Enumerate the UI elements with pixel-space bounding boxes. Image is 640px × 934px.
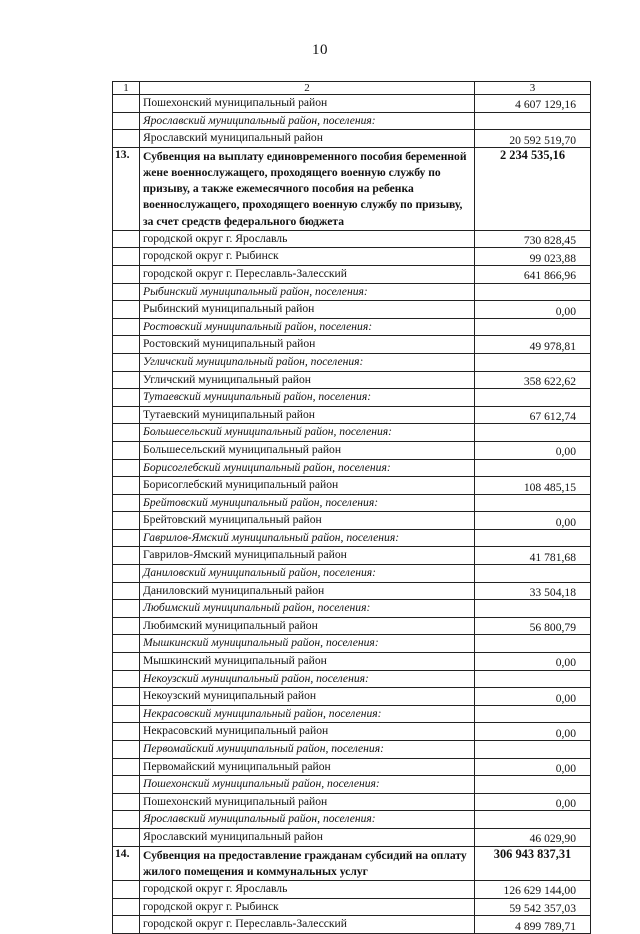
district-group-row: [113, 424, 591, 442]
table-row: [113, 793, 591, 811]
table-row: [113, 547, 591, 565]
row-number-cell: [113, 670, 140, 688]
recipient-name-cell: Любимский муниципальный район, поселения:: [140, 600, 475, 618]
row-number-cell: [113, 793, 140, 811]
budget-table: [112, 81, 591, 934]
district-group-row: [113, 529, 591, 547]
row-number-cell: [113, 653, 140, 671]
table-row: [113, 898, 591, 916]
amount-cell: [475, 600, 591, 618]
row-number-cell: [113, 424, 140, 442]
row-number-cell: [113, 776, 140, 794]
district-group-row: [113, 635, 591, 653]
table-row: [113, 723, 591, 741]
district-group-row: [113, 318, 591, 336]
amount-cell: [475, 353, 591, 371]
section-14-number: 14.: [113, 846, 140, 880]
row-number-cell: [113, 265, 140, 283]
recipient-name-cell: Борисоглебский муниципальный район: [140, 477, 475, 495]
recipient-name-cell: Рыбинский муниципальный район: [140, 301, 475, 319]
recipient-name-cell: Ярославский муниципальный район: [140, 130, 475, 148]
column-number-3: 3: [475, 82, 591, 95]
column-number-1: 1: [113, 82, 140, 95]
recipient-name-cell: Мышкинский муниципальный район, поселения:: [140, 635, 475, 653]
table-row: [113, 477, 591, 495]
recipient-name-cell: Некоузский муниципальный район: [140, 688, 475, 706]
table-row: [113, 336, 591, 354]
recipient-name-cell: городской округ г. Переславль-Залесский: [140, 916, 475, 934]
section-13-number: 13.: [113, 147, 140, 230]
amount-cell: [475, 565, 591, 583]
row-number-cell: [113, 112, 140, 130]
row-number-cell: [113, 494, 140, 512]
district-group-row: [113, 811, 591, 829]
column-number-2: 2: [140, 82, 475, 95]
row-number-cell: [113, 758, 140, 776]
recipient-name-cell: Угличский муниципальный район: [140, 371, 475, 389]
row-number-cell: [113, 723, 140, 741]
district-group-row: [113, 705, 591, 723]
amount-cell: [475, 670, 591, 688]
amount-cell: [475, 741, 591, 759]
table-row: [113, 688, 591, 706]
amount-cell: 0,00: [475, 758, 591, 776]
district-group-row: [113, 112, 591, 130]
amount-cell: 0,00: [475, 441, 591, 459]
row-number-cell: [113, 441, 140, 459]
amount-cell: 0,00: [475, 723, 591, 741]
recipient-name-cell: Брейтовский муниципальный район: [140, 512, 475, 530]
recipient-name-cell: Некрасовский муниципальный район, поселения:: [140, 705, 475, 723]
row-number-cell: [113, 283, 140, 301]
row-number-cell: [113, 301, 140, 319]
row-number-cell: [113, 353, 140, 371]
recipient-name-cell: Некрасовский муниципальный район: [140, 723, 475, 741]
amount-cell: [475, 494, 591, 512]
amount-cell: [475, 318, 591, 336]
recipient-name-cell: Угличский муниципальный район, поселения:: [140, 353, 475, 371]
section-14-total: 306 943 837,31: [475, 846, 591, 880]
district-group-row: [113, 389, 591, 407]
amount-cell: [475, 776, 591, 794]
amount-cell: [475, 389, 591, 407]
row-number-cell: [113, 880, 140, 898]
district-group-row: [113, 670, 591, 688]
section-13-row: [113, 147, 591, 230]
row-number-cell: [113, 406, 140, 424]
recipient-name-cell: городской округ г. Ярославль: [140, 230, 475, 248]
amount-cell: [475, 459, 591, 477]
section-14-row: [113, 846, 591, 880]
district-group-row: [113, 776, 591, 794]
amount-cell: [475, 529, 591, 547]
recipient-name-cell: городской округ г. Ярославль: [140, 880, 475, 898]
district-group-row: [113, 283, 591, 301]
district-group-row: [113, 459, 591, 477]
amount-cell: 0,00: [475, 793, 591, 811]
recipient-name-cell: Даниловский муниципальный район, поселения:: [140, 565, 475, 583]
table-row: [113, 916, 591, 934]
recipient-name-cell: Брейтовский муниципальный район, поселения:: [140, 494, 475, 512]
table-header-row: [113, 82, 591, 95]
recipient-name-cell: Ярославский муниципальный район: [140, 828, 475, 846]
row-number-cell: [113, 811, 140, 829]
recipient-name-cell: Гаврилов-Ямский муниципальный район, поселения:: [140, 529, 475, 547]
amount-cell: 0,00: [475, 512, 591, 530]
recipient-name-cell: городской округ г. Рыбинск: [140, 248, 475, 266]
amount-cell: 730 828,45: [475, 230, 591, 248]
amount-cell: 49 978,81: [475, 336, 591, 354]
recipient-name-cell: Большесельский муниципальный район: [140, 441, 475, 459]
table-row: [113, 880, 591, 898]
amount-cell: 59 542 357,03: [475, 898, 591, 916]
row-number-cell: [113, 130, 140, 148]
recipient-name-cell: Гаврилов-Ямский муниципальный район: [140, 547, 475, 565]
row-number-cell: [113, 318, 140, 336]
amount-cell: 0,00: [475, 688, 591, 706]
recipient-name-cell: Ростовский муниципальный район: [140, 336, 475, 354]
recipient-name-cell: городской округ г. Переславль-Залесский: [140, 265, 475, 283]
recipient-name-cell: Борисоглебский муниципальный район, поселения:: [140, 459, 475, 477]
district-group-row: [113, 565, 591, 583]
amount-cell: [475, 705, 591, 723]
row-number-cell: [113, 512, 140, 530]
row-number-cell: [113, 371, 140, 389]
recipient-name-cell: Пошехонский муниципальный район: [140, 793, 475, 811]
row-number-cell: [113, 459, 140, 477]
recipient-name-cell: городской округ г. Рыбинск: [140, 898, 475, 916]
row-number-cell: [113, 916, 140, 934]
table-row: [113, 95, 591, 113]
recipient-name-cell: Рыбинский муниципальный район, поселения:: [140, 283, 475, 301]
amount-cell: 108 485,15: [475, 477, 591, 495]
row-number-cell: [113, 248, 140, 266]
amount-cell: 20 592 519,70: [475, 130, 591, 148]
recipient-name-cell: Тутаевский муниципальный район, поселения:: [140, 389, 475, 407]
recipient-name-cell: Пошехонский муниципальный район, поселения:: [140, 776, 475, 794]
row-number-cell: [113, 898, 140, 916]
table-row: [113, 758, 591, 776]
row-number-cell: [113, 389, 140, 407]
row-number-cell: [113, 705, 140, 723]
section-14-title: Субвенция на предоставление гражданам субсидий на оплату жилого помещения и коммунальных услуг: [140, 846, 475, 880]
amount-cell: [475, 635, 591, 653]
recipient-name-cell: Ростовский муниципальный район, поселения:: [140, 318, 475, 336]
recipient-name-cell: Мышкинский муниципальный район: [140, 653, 475, 671]
amount-cell: [475, 283, 591, 301]
row-number-cell: [113, 565, 140, 583]
amount-cell: 56 800,79: [475, 617, 591, 635]
amount-cell: [475, 112, 591, 130]
table-row: [113, 582, 591, 600]
table-row: [113, 230, 591, 248]
district-group-row: [113, 494, 591, 512]
row-number-cell: [113, 582, 140, 600]
table-row: [113, 406, 591, 424]
row-number-cell: [113, 477, 140, 495]
district-group-row: [113, 741, 591, 759]
table-row: [113, 265, 591, 283]
recipient-name-cell: Ярославский муниципальный район, поселения:: [140, 112, 475, 130]
table-row: [113, 512, 591, 530]
row-number-cell: [113, 529, 140, 547]
table-row: [113, 617, 591, 635]
amount-cell: [475, 811, 591, 829]
amount-cell: 67 612,74: [475, 406, 591, 424]
district-group-row: [113, 600, 591, 618]
recipient-name-cell: Любимский муниципальный район: [140, 617, 475, 635]
amount-cell: 46 029,90: [475, 828, 591, 846]
amount-cell: 41 781,68: [475, 547, 591, 565]
table-row: [113, 828, 591, 846]
table-row: [113, 653, 591, 671]
amount-cell: 99 023,88: [475, 248, 591, 266]
row-number-cell: [113, 547, 140, 565]
row-number-cell: [113, 828, 140, 846]
amount-cell: 0,00: [475, 301, 591, 319]
recipient-name-cell: Ярославский муниципальный район, поселения:: [140, 811, 475, 829]
page-number: 10: [312, 42, 328, 58]
amount-cell: 126 629 144,00: [475, 880, 591, 898]
table-row: [113, 130, 591, 148]
section-13-total: 2 234 535,16: [475, 147, 591, 230]
row-number-cell: [113, 230, 140, 248]
recipient-name-cell: Пошехонский муниципальный район: [140, 95, 475, 113]
district-group-row: [113, 353, 591, 371]
recipient-name-cell: Тутаевский муниципальный район: [140, 406, 475, 424]
recipient-name-cell: Некоузский муниципальный район, поселения:: [140, 670, 475, 688]
row-number-cell: [113, 741, 140, 759]
amount-cell: 358 622,62: [475, 371, 591, 389]
table-row: [113, 248, 591, 266]
recipient-name-cell: Большесельский муниципальный район, поселения:: [140, 424, 475, 442]
table-row: [113, 441, 591, 459]
row-number-cell: [113, 635, 140, 653]
section-13-title: Субвенция на выплату единовременного пособия беременной жене военнослужащего, проходящего военную службу по призыву, а также ежемесячного пособия на ребенка военнослужащего, проходящего военную службу по призыву, за счет средств федерального бюджета: [140, 147, 475, 230]
row-number-cell: [113, 688, 140, 706]
recipient-name-cell: Первомайский муниципальный район: [140, 758, 475, 776]
amount-cell: 33 504,18: [475, 582, 591, 600]
amount-cell: 641 866,96: [475, 265, 591, 283]
row-number-cell: [113, 336, 140, 354]
table-row: [113, 301, 591, 319]
row-number-cell: [113, 617, 140, 635]
amount-cell: 0,00: [475, 653, 591, 671]
amount-cell: [475, 424, 591, 442]
row-number-cell: [113, 95, 140, 113]
amount-cell: 4 607 129,16: [475, 95, 591, 113]
recipient-name-cell: Первомайский муниципальный район, поселения:: [140, 741, 475, 759]
recipient-name-cell: Даниловский муниципальный район: [140, 582, 475, 600]
table-row: [113, 371, 591, 389]
amount-cell: 4 899 789,71: [475, 916, 591, 934]
row-number-cell: [113, 600, 140, 618]
